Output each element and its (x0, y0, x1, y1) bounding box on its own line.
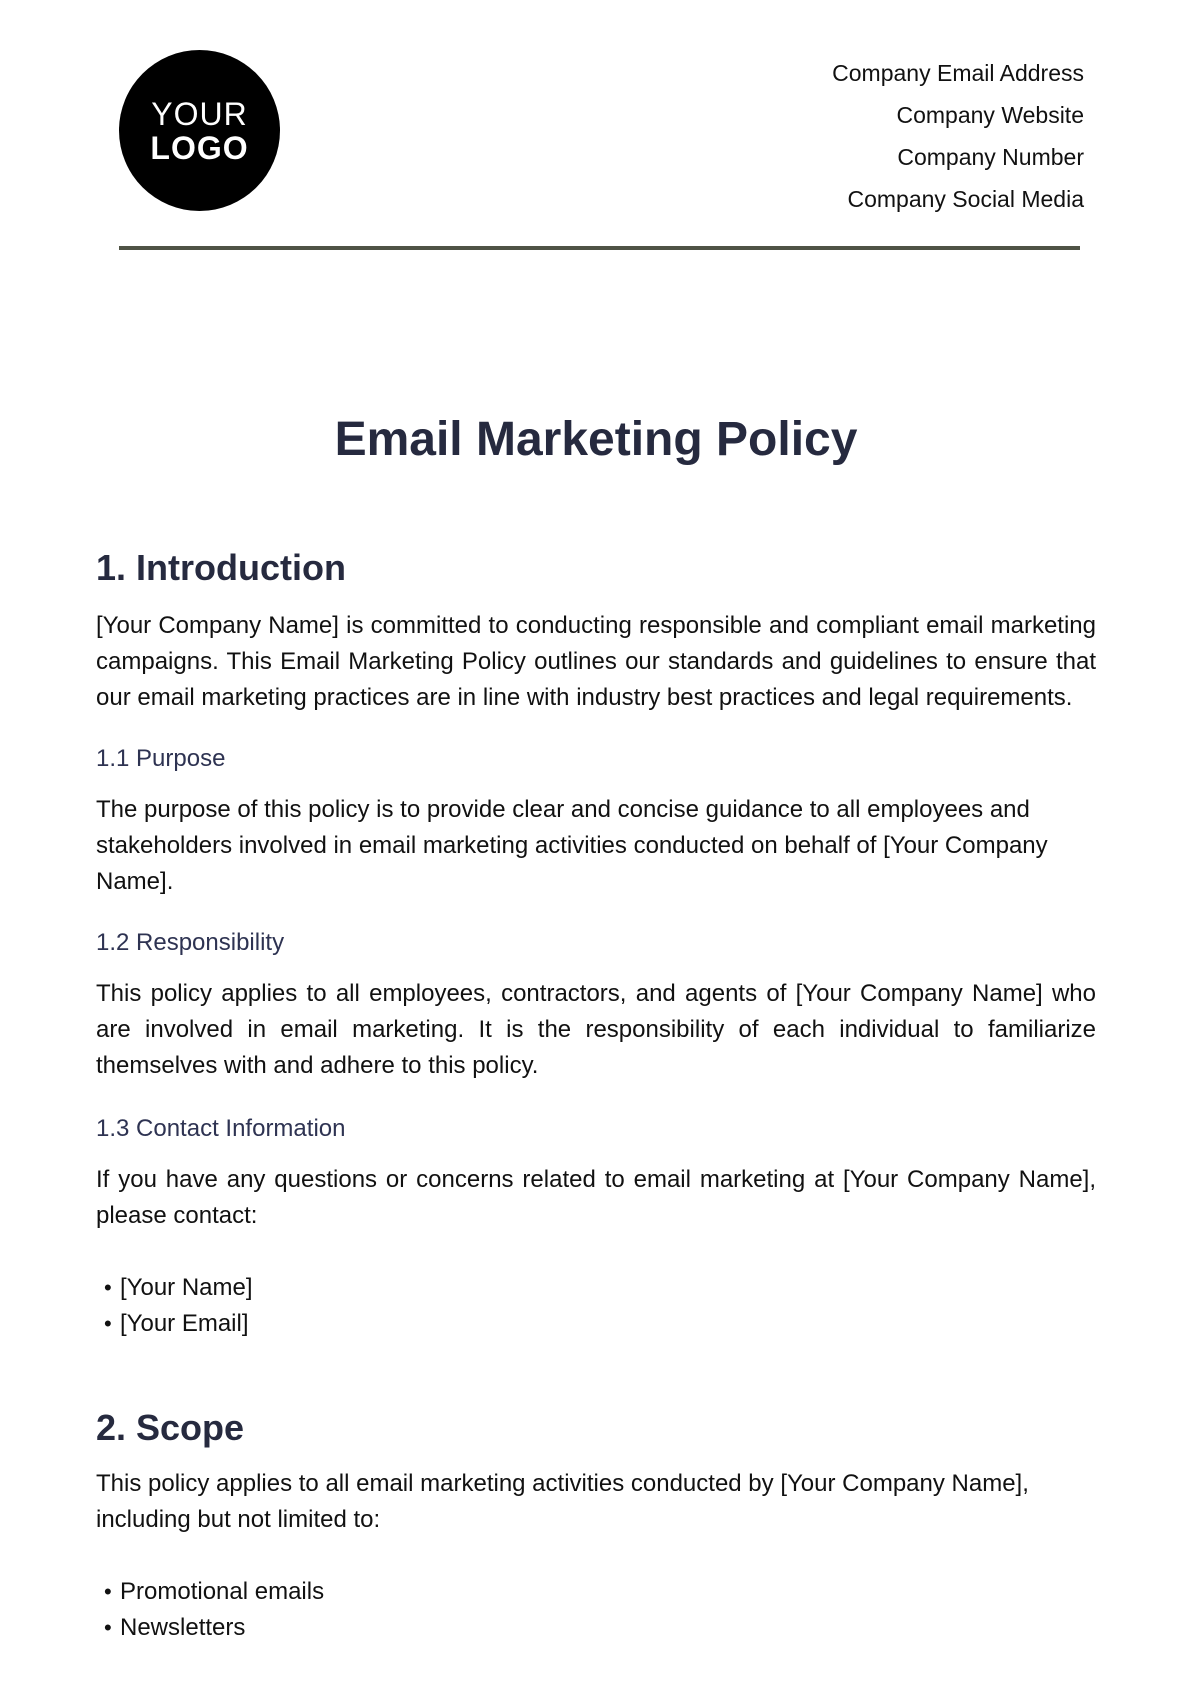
contact-list (96, 1270, 1096, 1342)
company-social-media: Company Social Media (847, 186, 1084, 212)
purpose-paragraph: The purpose of this policy is to provide clear and concise guidance to all employees and stakeholders involved in email marketing activities conducted on behalf of [Your Company Name]. (96, 796, 1048, 895)
scope-paragraph: This policy applies to all email marketing activities conducted by [Your Company Name], including but not limited to: (96, 1470, 1029, 1533)
list-item (104, 1574, 1096, 1610)
bullet-icon: • (104, 1579, 112, 1604)
contact-information-paragraph: If you have any questions or concerns related to email marketing at [Your Company Name], please contact: (96, 1166, 1096, 1229)
bullet-icon: • (104, 1615, 112, 1640)
bullet-icon: • (104, 1311, 112, 1336)
bullet-icon: • (104, 1275, 112, 1300)
scope-item-promotional-emails: Promotional emails (120, 1578, 325, 1605)
list-item (104, 1306, 1096, 1342)
logo-text-your: YOUR (151, 95, 248, 132)
subsection-heading-contact-information: 1.3 Contact Information (96, 1115, 346, 1142)
company-number: Company Number (897, 144, 1084, 170)
scope-item-newsletters: Newsletters (120, 1614, 246, 1641)
contact-email-placeholder: [Your Email] (120, 1310, 249, 1337)
scope-list (96, 1574, 1096, 1646)
header-divider (119, 246, 1080, 250)
document-body (96, 410, 1096, 1646)
section-heading-scope: 2. Scope (96, 1407, 245, 1448)
list-item (104, 1610, 1096, 1646)
contact-name-placeholder: [Your Name] (120, 1274, 253, 1301)
company-logo (119, 50, 280, 211)
subsection-heading-responsibility: 1.2 Responsibility (96, 929, 285, 956)
responsibility-paragraph: This policy applies to all employees, contractors, and agents of [Your Company Name] who are involved in email marketing. It is the responsibility of each individual to familiarize themselves with and adhere to this policy. (96, 980, 1096, 1079)
company-email-address: Company Email Address (832, 60, 1084, 86)
document-title: Email Marketing Policy (334, 413, 858, 466)
company-contact-block (832, 52, 1084, 220)
introduction-paragraph: [Your Company Name] is committed to conducting responsible and compliant email marketing campaigns. This Email Marketing Policy outlines our standards and guidelines to ensure that our email marketing practices are in line with industry best practices and legal requirements. (96, 612, 1096, 711)
section-heading-introduction: 1. Introduction (96, 547, 346, 588)
subsection-heading-purpose: 1.1 Purpose (96, 745, 226, 772)
company-website: Company Website (896, 102, 1084, 128)
logo-text-logo: LOGO (150, 129, 249, 166)
list-item (104, 1270, 1096, 1306)
